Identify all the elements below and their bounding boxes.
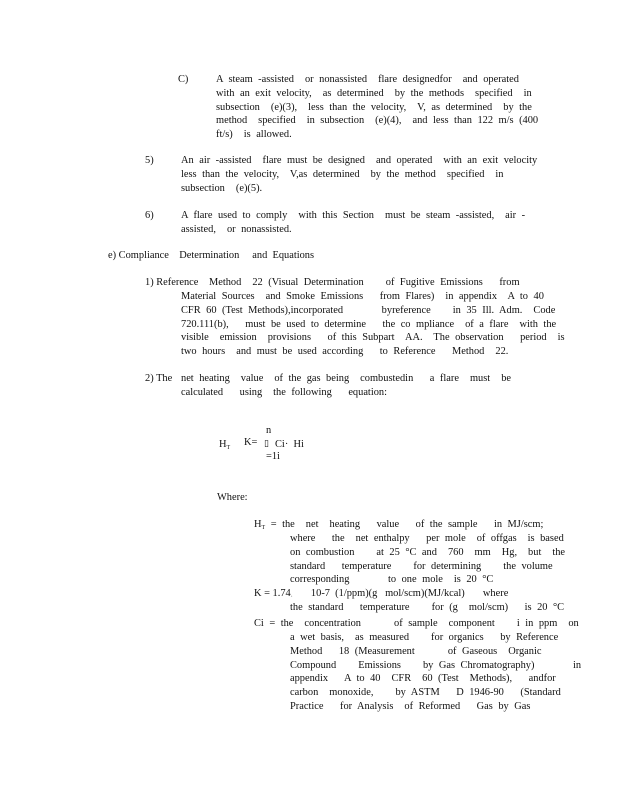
definition-ci-text: = the concentration of sample component i in ppm on [263, 618, 579, 629]
item-e1-line: 720.111(b), must be used to determine the co mpliance of a flare with the [181, 318, 557, 330]
equation-k-equals: K= [244, 437, 258, 448]
item-6-line: assisted, or nonassisted. [181, 223, 292, 235]
equation-lhs [219, 439, 230, 454]
item-5-text [181, 154, 537, 195]
sum-lower-limit: =1i [266, 451, 280, 462]
definition-ci-line: appendix A to 40 CFR 60 (Test Methods), andfor [290, 673, 556, 685]
item-e1-line: Material Sources and Smoke Emissions from Flares) in appendix A to 40 [181, 291, 544, 302]
item-c-line: method specified in subsection (e)(4), and less than 122 m/s (400 [216, 115, 539, 127]
item-e1-line: two hours and must be used according to Reference Method 22. [181, 346, 509, 358]
item-e1-line: CFR 60 (Test Methods),incorporated byreference in 35 Ill. Adm. Code [181, 304, 556, 316]
item-e2-line: calculated using the following equation: [181, 387, 387, 398]
item-c-line: with an exit velocity, as determined by the methods specified in [216, 87, 532, 99]
definition-ci-line: a wet basis, as measured for organics by Reference [290, 632, 559, 643]
definition-ci-line: Practice for Analysis of Reformed Gas by Gas [290, 700, 531, 712]
equation-lhs-symbol: H [219, 439, 227, 450]
definition-k-term: K = 1.74 [254, 588, 291, 599]
item-c-text [216, 73, 538, 142]
definition-k-text: 10-7 (1/ppm)(g mol/scm)(MJ/kcal) where [292, 588, 509, 599]
item-e2-first-line: net heating value of the gas being combustedin a flare must be [181, 373, 511, 384]
definition-ci-line: Compound Emissions by Gas Chromatography) in [290, 659, 582, 671]
definition-ci-first-line [254, 617, 579, 631]
sum-upper-limit: n [266, 425, 272, 436]
item-5-label: 5) [145, 155, 154, 166]
item-6-label: 6) [145, 210, 154, 221]
item-c-line: A steam -assisted or nonassisted flare designedfor and operated [216, 74, 519, 85]
definition-ci-line: carbon monoxide, by ASTM D 1946-90 (Standard [290, 687, 561, 699]
item-c-label: C) [178, 74, 189, 85]
item-5-line: less than the velocity, V,as determined by the method specified in [181, 168, 504, 180]
definition-ht-line: standard temperature for determining the volume [290, 560, 553, 572]
summation-icon: ▯ [264, 438, 269, 448]
definition-ht-subscript: T [261, 525, 266, 531]
definition-ci-term: Ci [254, 618, 264, 629]
definition-ht-body [290, 532, 565, 587]
definition-k-subscript: · [290, 594, 293, 600]
item-5-line: subsection (e)(5). [181, 182, 263, 194]
equation-terms: Ci· Hi [275, 439, 304, 450]
item-c-line: ft/s) is allowed. [216, 129, 292, 141]
section-e-heading: e) Compliance Determination and Equations [108, 250, 315, 261]
definition-k-line: the standard temperature for (g mol/scm) is 20 °C [290, 602, 565, 613]
definition-ht-term: H [254, 519, 262, 530]
item-e1-text [181, 290, 565, 359]
item-6-line: A flare used to comply with this Section must be steam -assisted, air - [181, 210, 526, 221]
item-6-text [181, 209, 525, 237]
equation-lhs-subscript: T [226, 445, 231, 451]
definition-k-body [290, 601, 564, 615]
definition-ci-line: Method 18 (Measurement of Gaseous Organic [290, 645, 542, 657]
item-e1-first-line: Method 22 (Visual Determination of Fugitive Emissions from [209, 277, 520, 288]
definition-ht-line: where the net enthalpy per mole of offgas is based [290, 533, 564, 544]
item-e2-label: 2) The [145, 373, 173, 384]
definition-ht-line: corresponding to one mole is 20 °C [290, 574, 494, 586]
item-e1-label: 1) Reference [145, 277, 199, 288]
item-e2-text [181, 386, 387, 400]
definition-ht-line: on combustion at 25 °C and 760 mm Hg, but the [290, 546, 566, 558]
item-5-line: An air -assisted flare must be designed and operated with an exit velocity [181, 155, 538, 166]
definition-ht-text: = the net heating value of the sample in MJ/scm; [265, 519, 544, 530]
where-label: Where: [217, 492, 248, 503]
item-c-line: subsection (e)(3), less than the velocity, V, as determined by the [216, 101, 532, 113]
item-e1-line: visible emission provisions of this Subpart AA. The observation period is [181, 332, 565, 344]
definition-ci-body [290, 631, 581, 714]
